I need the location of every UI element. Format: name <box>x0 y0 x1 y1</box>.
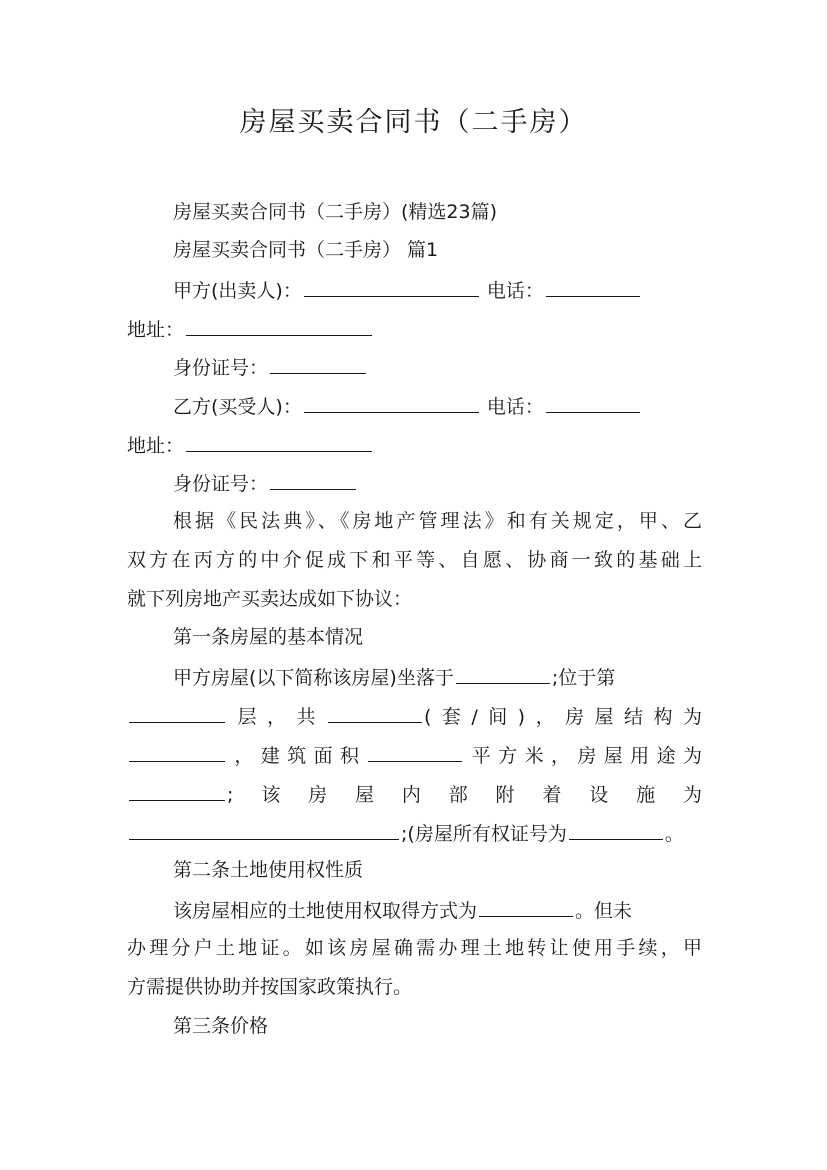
party-b-id-label: 身份证号： <box>173 473 269 495</box>
structure-blank[interactable] <box>129 735 225 762</box>
location-label: 甲方房屋(以下简称该房屋)坐落于 <box>173 667 454 689</box>
location-blank[interactable] <box>456 657 550 684</box>
structure-label: (套/间)，房屋结构为 <box>423 706 702 728</box>
article-2-line-3: 方需提供协助并按国家政策执行。 <box>127 976 413 998</box>
part-heading: 房屋买卖合同书（二手房） 篇1 <box>173 239 439 261</box>
party-b-address-line <box>127 425 702 463</box>
buyer-name-blank[interactable] <box>304 386 479 413</box>
area-blank[interactable] <box>368 735 462 762</box>
preamble-line-1: 根据《民法典》、《房地产管理法》和有关规定，甲、乙 <box>173 510 702 532</box>
seller-label: 甲方(出卖人)： <box>173 280 302 302</box>
article-1-line-2 <box>127 696 702 734</box>
line-end-mark: 。 <box>664 823 684 845</box>
article-1-line-1 <box>127 657 702 695</box>
land-right-blank[interactable] <box>479 890 573 917</box>
units-blank[interactable] <box>328 696 422 723</box>
party-b-address-label: 地址： <box>127 435 185 457</box>
party-a-phone-label: 电话： <box>486 280 544 302</box>
party-b-address-blank[interactable] <box>186 425 372 452</box>
article-1-line-3 <box>127 735 702 773</box>
article-1-line-4 <box>127 774 702 812</box>
facilities-label: ;该房屋内部附着设施为 <box>227 784 702 806</box>
certificate-blank[interactable] <box>569 813 663 840</box>
party-b-phone-label: 电话： <box>486 396 544 418</box>
article-2-heading: 第二条土地使用权性质 <box>173 859 364 881</box>
preamble-line-2: 双方在丙方的中介促成下和平等、自愿、协商一致的基础上 <box>127 549 702 571</box>
article-2-line-2: 办理分户土地证。如该房屋确需办理土地转让使用手续，甲 <box>127 937 702 959</box>
party-a-address-line <box>127 309 702 347</box>
floor-blank[interactable] <box>129 696 225 723</box>
party-b-id-line <box>127 463 702 501</box>
floor-label: ;位于第 <box>551 667 616 689</box>
article-1-line-5 <box>127 813 727 851</box>
party-a-id-label: 身份证号： <box>173 357 269 379</box>
party-a-id-line <box>127 347 702 385</box>
usage-label: 平方米，房屋用途为 <box>464 745 702 767</box>
seller-name-blank[interactable] <box>304 270 479 297</box>
area-label: ，建筑面积 <box>227 745 367 767</box>
party-a-address-label: 地址： <box>127 319 185 341</box>
usage-blank[interactable] <box>129 774 225 801</box>
article-3-heading: 第三条价格 <box>173 1015 269 1037</box>
facilities-blank[interactable] <box>129 813 399 840</box>
party-a-line <box>127 270 702 308</box>
document-title: 房屋买卖合同书（二手房） <box>239 107 588 138</box>
subtitle: 房屋买卖合同书（二手房）(精选23篇) <box>173 201 498 223</box>
article-2-line-1 <box>127 890 702 928</box>
party-a-id-blank[interactable] <box>270 347 366 374</box>
party-b-id-blank[interactable] <box>270 463 356 490</box>
article-1-heading: 第一条房屋的基本情况 <box>173 626 364 648</box>
party-b-line <box>127 386 702 424</box>
preamble-line-3: 就下列房地产买卖达成如下协议： <box>127 588 413 610</box>
buyer-label: 乙方(买受人)： <box>173 396 302 418</box>
party-a-address-blank[interactable] <box>186 309 372 336</box>
party-a-phone-blank[interactable] <box>546 270 640 297</box>
party-b-phone-blank[interactable] <box>546 386 640 413</box>
units-label: 层，共 <box>227 706 326 728</box>
land-right-suffix: 。但未 <box>575 900 633 922</box>
land-right-label: 该房屋相应的土地使用权取得方式为 <box>173 900 478 922</box>
certificate-label: ;(房屋所有权证号为 <box>401 823 567 845</box>
